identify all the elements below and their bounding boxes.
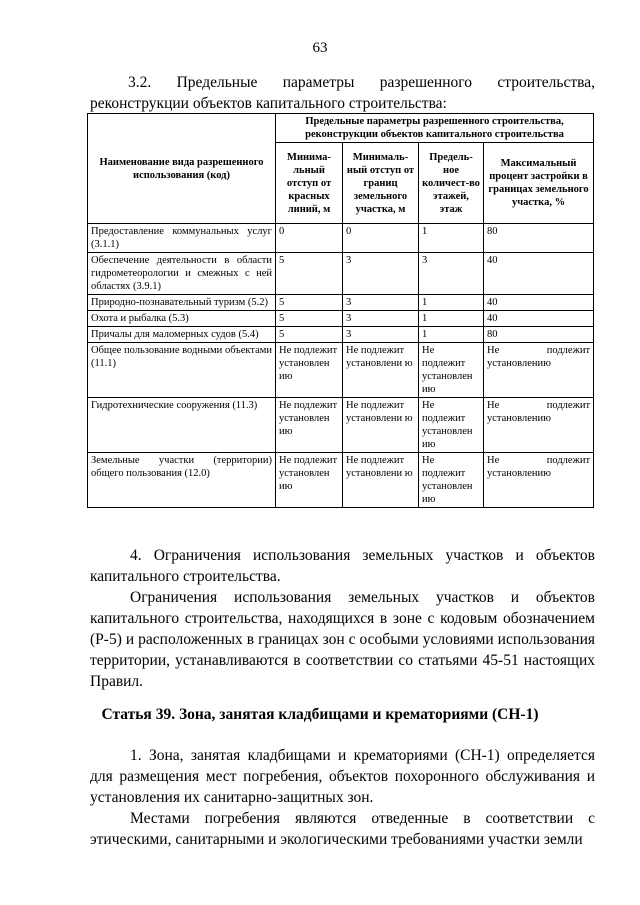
table-row xyxy=(88,224,594,253)
row-value-cell: 40 xyxy=(484,311,594,327)
row-value-cell: 3 xyxy=(343,295,419,311)
table-row xyxy=(88,311,594,327)
row-value-cell: 1 xyxy=(419,295,484,311)
row-value-cell: Не подлежит установлен ию xyxy=(419,453,484,508)
column-header: Предель-ное количест-во этажей, этаж xyxy=(419,143,484,224)
row-value-cell: 5 xyxy=(276,311,343,327)
row-value-cell: Не подлежит установлению xyxy=(484,343,594,398)
row-value-cell: 80 xyxy=(484,327,594,343)
column-header: Минималь-ный отступ от границ земельного участка, м xyxy=(343,143,419,224)
row-value-cell: 5 xyxy=(276,295,343,311)
column-group-header: Предельные параметры разрешенного строительства, реконструкции объектов капитального строительства xyxy=(276,114,594,143)
row-value-cell: 40 xyxy=(484,253,594,295)
row-value-cell: 0 xyxy=(276,224,343,253)
row-value-cell: 0 xyxy=(343,224,419,253)
row-name-cell: Охота и рыбалка (5.3) xyxy=(88,311,276,327)
row-value-cell: 3 xyxy=(343,327,419,343)
article-39-heading: Статья 39. Зона, занятая кладбищами и крематориями (СН-1) xyxy=(101,706,539,723)
section-word: параметры xyxy=(282,74,355,91)
paragraph-4-title: 4. Ограничения использования земельных участков и объектов капитального строительства. xyxy=(90,547,595,585)
row-value-cell: 3 xyxy=(343,253,419,295)
row-value-cell: 80 xyxy=(484,224,594,253)
column-header: Минима-льный отступ от красных линий, м xyxy=(276,143,343,224)
row-value-cell: 1 xyxy=(419,327,484,343)
row-name-cell: Земельные участки (территории) общего пользования (12.0) xyxy=(88,453,276,508)
row-value-cell: Не подлежит установлен ию xyxy=(419,343,484,398)
row-value-cell: Не подлежит установлению xyxy=(484,398,594,453)
table-header-row xyxy=(88,114,594,143)
article-39-paragraph-1: 1. Зона, занятая кладбищами и крематориями (СН-1) определяется для размещения мест погребения, объектов похоронного обслуживания и установления их санитарно-защитных зон. xyxy=(90,747,595,806)
row-name-cell: Причалы для маломерных судов (5.4) xyxy=(88,327,276,343)
column-header: Максимальный процент застройки в границах земельного участка, % xyxy=(484,143,594,224)
row-value-cell: 3 xyxy=(419,253,484,295)
section-3-2-line2: реконструкции объектов капитального строительства: xyxy=(90,95,447,112)
row-value-cell: 1 xyxy=(419,311,484,327)
parameters-table xyxy=(87,113,594,508)
row-value-cell: 3 xyxy=(343,311,419,327)
table-row xyxy=(88,295,594,311)
row-value-cell: Не подлежит установлению xyxy=(484,453,594,508)
section-word: разрешенного xyxy=(379,74,472,91)
row-value-cell: 40 xyxy=(484,295,594,311)
table-row xyxy=(88,327,594,343)
row-value-cell: 5 xyxy=(276,327,343,343)
paragraph-4-body: Ограничения использования земельных участков и объектов капитального строительства, находящихся в зоне с кодовым обозначением (Р-5) и расположенных в границах зон с особыми условиями использования территории, устанавливаются в соответствии со статьями 45-51 настоящих Правил. xyxy=(90,589,595,690)
table-row xyxy=(88,398,594,453)
section-word: Предельные xyxy=(176,74,258,91)
row-value-cell: Не подлежит установлени ю xyxy=(343,343,419,398)
row-value-cell: 1 xyxy=(419,224,484,253)
article-39-paragraph-2: Местами погребения являются отведенные в соответствии с этическими, санитарными и экологическими требованиями участки земли xyxy=(90,810,595,848)
column-header-name: Наименование вида разрешенного использования (код) xyxy=(88,114,276,224)
section-number: 3.2. xyxy=(128,74,152,91)
row-value-cell: Не подлежит установлени ю xyxy=(343,453,419,508)
row-value-cell: Не подлежит установлен ию xyxy=(276,343,343,398)
table-row xyxy=(88,453,594,508)
row-value-cell: Не подлежит установлен ию xyxy=(419,398,484,453)
row-name-cell: Природно-познавательный туризм (5.2) xyxy=(88,295,276,311)
row-name-cell: Предоставление коммунальных услуг (3.1.1) xyxy=(88,224,276,253)
section-word: строительства, xyxy=(497,74,595,91)
row-value-cell: Не подлежит установлени ю xyxy=(343,398,419,453)
page-number: 63 xyxy=(312,40,328,56)
row-value-cell: 5 xyxy=(276,253,343,295)
table-body xyxy=(88,224,594,508)
row-value-cell: Не подлежит установлен ию xyxy=(276,398,343,453)
row-name-cell: Общее пользование водными объектами (11.1) xyxy=(88,343,276,398)
table-row xyxy=(88,253,594,295)
table-row xyxy=(88,343,594,398)
section-3-2-line1 xyxy=(90,72,595,93)
row-name-cell: Гидротехнические сооружения (11.3) xyxy=(88,398,276,453)
row-name-cell: Обеспечение деятельности в области гидрометеорологии и смежных с ней областях (3.9.1) xyxy=(88,253,276,295)
section-3-2-title xyxy=(90,72,595,114)
row-value-cell: Не подлежит установлен ию xyxy=(276,453,343,508)
